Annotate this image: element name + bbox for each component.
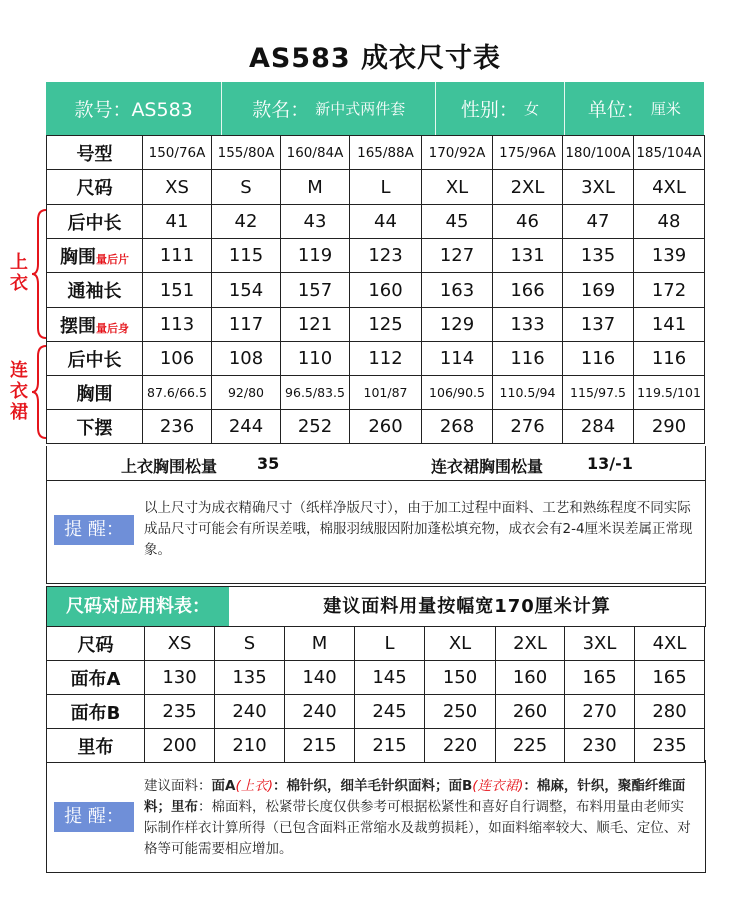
row-label: 后中长	[47, 205, 143, 239]
table-cell: 101/87	[350, 376, 422, 410]
table-cell: 112	[350, 342, 422, 376]
table-cell: 106	[143, 342, 212, 376]
table-cell: 175/96A	[493, 136, 563, 170]
table-cell: 44	[350, 205, 422, 239]
table-cell: 236	[143, 410, 212, 444]
table-cell: 160/84A	[281, 136, 350, 170]
table-cell: 3XL	[565, 627, 635, 661]
table-cell: 252	[281, 410, 350, 444]
table-cell: 139	[634, 239, 705, 273]
page-title: AS583 成衣尺寸表	[248, 43, 502, 74]
ease-summary	[46, 446, 706, 481]
table-cell: 180/100A	[563, 136, 634, 170]
table-cell: 215	[285, 729, 355, 763]
table-cell: 121	[281, 308, 350, 342]
table-cell: 123	[350, 239, 422, 273]
table-cell: 150/76A	[143, 136, 212, 170]
table-cell: 140	[285, 661, 355, 695]
table-cell: 166	[493, 273, 563, 308]
table-cell: 260	[496, 695, 565, 729]
table-cell: 141	[634, 308, 705, 342]
table-cell: 48	[634, 205, 705, 239]
table-cell: 3XL	[563, 170, 634, 205]
row-label: 尺码	[47, 170, 143, 205]
gender: 性别： 女	[436, 82, 564, 135]
row-label: 面布A	[47, 661, 145, 695]
row-label: 胸围量后片	[47, 239, 143, 273]
table-cell: 169	[563, 273, 634, 308]
table-cell: 260	[350, 410, 422, 444]
measure-row	[47, 308, 705, 342]
table-cell: 163	[422, 273, 493, 308]
table-cell: 170/92A	[422, 136, 493, 170]
table-cell: XS	[145, 627, 215, 661]
table-cell: 160	[350, 273, 422, 308]
table-cell: 225	[496, 729, 565, 763]
table-cell: S	[215, 627, 285, 661]
table-cell: 230	[565, 729, 635, 763]
table-cell: 116	[634, 342, 705, 376]
table-cell: 151	[143, 273, 212, 308]
table-cell: 235	[635, 729, 705, 763]
table-cell: 108	[212, 342, 281, 376]
table-cell: 2XL	[496, 627, 565, 661]
row-label: 胸围	[47, 376, 143, 410]
table-cell: 145	[355, 661, 425, 695]
notice-badge: 提 醒：	[54, 515, 134, 545]
fabric-header	[46, 586, 706, 627]
table-cell: 4XL	[635, 627, 705, 661]
table-cell: 116	[493, 342, 563, 376]
measure-row	[47, 273, 705, 308]
dress-ease-value: 13/-1	[587, 454, 633, 473]
table-cell: 117	[212, 308, 281, 342]
row-label: 面布B	[47, 695, 145, 729]
table-cell: L	[350, 170, 422, 205]
table-cell: 2XL	[493, 170, 563, 205]
table-cell: 110.5/94	[493, 376, 563, 410]
fabric-table	[46, 626, 705, 763]
table-cell: 47	[563, 205, 634, 239]
table-cell: 276	[493, 410, 563, 444]
table-cell: 114	[422, 342, 493, 376]
measure-row	[47, 239, 705, 273]
table-cell: 127	[422, 239, 493, 273]
table-cell: 160	[496, 661, 565, 695]
table-cell: 240	[285, 695, 355, 729]
table-cell: 154	[212, 273, 281, 308]
table-cell: 116	[563, 342, 634, 376]
fabric-section-label: 尺码对应用料表：	[47, 587, 229, 627]
table-cell: 106/90.5	[422, 376, 493, 410]
unit: 单位： 厘米	[587, 99, 681, 121]
measure-row	[47, 205, 705, 239]
fabric-notice-text: 建议面料：面A(上衣)：棉针织，细羊毛针织面料；面B(连衣裙)：棉麻，针织，聚酯纤维面料；里布：棉面料，松紧带长度仅供参考可根据松紧性和喜好自行调整，布料用量由老师实际制作样衣计算所得（已包含面料正常缩水及裁剪损耗），如面料缩率较大、顺毛、定位、对格等可能需要相应增加。	[144, 778, 691, 857]
top-group-brace	[30, 206, 50, 342]
table-cell: 165	[635, 661, 705, 695]
table-cell: 268	[422, 410, 493, 444]
top-ease-value: 35	[257, 454, 280, 473]
table-cell: 87.6/66.5	[143, 376, 212, 410]
model-row	[47, 136, 705, 170]
notice-box-1	[46, 480, 706, 584]
dress-group-brace	[30, 342, 50, 442]
table-cell: 135	[563, 239, 634, 273]
measure-row	[47, 376, 705, 410]
measure-row	[47, 410, 705, 444]
table-cell: 245	[355, 695, 425, 729]
dress-group-label: 连衣裙	[10, 360, 28, 423]
table-cell: M	[285, 627, 355, 661]
table-cell: 110	[281, 342, 350, 376]
table-cell: 250	[425, 695, 496, 729]
row-label: 通袖长	[47, 273, 143, 308]
row-label: 里布	[47, 729, 145, 763]
table-cell: 111	[143, 239, 212, 273]
row-label: 后中长	[47, 342, 143, 376]
table-cell: 92/80	[212, 376, 281, 410]
table-cell: 119.5/101	[634, 376, 705, 410]
size-table	[46, 135, 705, 444]
table-cell: 41	[143, 205, 212, 239]
fabric-row	[47, 661, 705, 695]
table-cell: XL	[425, 627, 496, 661]
fabric-row	[47, 695, 705, 729]
table-cell: 137	[563, 308, 634, 342]
table-cell: 96.5/83.5	[281, 376, 350, 410]
table-cell: 135	[215, 661, 285, 695]
row-label: 号型	[47, 136, 143, 170]
table-cell: 42	[212, 205, 281, 239]
table-cell: 150	[425, 661, 496, 695]
style-name: 款名： 新中式两件套	[222, 82, 436, 135]
table-cell: 270	[565, 695, 635, 729]
row-label: 下摆	[47, 410, 143, 444]
table-cell: 4XL	[634, 170, 705, 205]
table-cell: 46	[493, 205, 563, 239]
table-cell: 125	[350, 308, 422, 342]
table-cell: 45	[422, 205, 493, 239]
row-label: 摆围量后身	[47, 308, 143, 342]
notice-badge-2: 提 醒：	[54, 802, 134, 832]
fabric-size-row	[47, 627, 705, 661]
style-number: 款号：AS583	[46, 82, 222, 135]
dress-ease-label: 连衣裙胸围松量	[431, 457, 544, 476]
row-label: 尺码	[47, 627, 145, 661]
table-cell: 284	[563, 410, 634, 444]
table-cell: 215	[355, 729, 425, 763]
table-cell: 43	[281, 205, 350, 239]
table-cell: XL	[422, 170, 493, 205]
table-cell: 133	[493, 308, 563, 342]
table-cell: 113	[143, 308, 212, 342]
table-cell: 165	[565, 661, 635, 695]
table-cell: L	[355, 627, 425, 661]
table-cell: 165/88A	[350, 136, 422, 170]
fabric-row	[47, 729, 705, 763]
table-cell: 172	[634, 273, 705, 308]
table-cell: 115	[212, 239, 281, 273]
table-cell: 130	[145, 661, 215, 695]
notice-box-2	[46, 760, 706, 873]
table-cell: 129	[422, 308, 493, 342]
table-cell: 200	[145, 729, 215, 763]
table-cell: 119	[281, 239, 350, 273]
table-cell: XS	[143, 170, 212, 205]
top-group-label: 上衣	[10, 252, 28, 294]
table-cell: 210	[215, 729, 285, 763]
table-cell: S	[212, 170, 281, 205]
table-cell: M	[281, 170, 350, 205]
table-cell: 157	[281, 273, 350, 308]
size-row	[47, 170, 705, 205]
table-cell: 220	[425, 729, 496, 763]
table-cell: 240	[215, 695, 285, 729]
table-cell: 235	[145, 695, 215, 729]
table-cell: 290	[634, 410, 705, 444]
notice-text: 以上尺寸为成衣精确尺寸（纸样净版尺寸），由于加工过程中面料、工艺和熟练程度不同实际成品尺寸可能会有所误差哦，棉服羽绒服因附加蓬松填充物，成衣会有2-4厘米误差属正常现象。	[144, 500, 693, 558]
product-info-bar	[46, 82, 704, 135]
table-cell: 115/97.5	[563, 376, 634, 410]
fabric-section-title: 建议面料用量按幅宽170厘米计算	[323, 596, 611, 617]
top-ease-label: 上衣胸围松量	[121, 457, 218, 476]
table-cell: 244	[212, 410, 281, 444]
table-cell: 131	[493, 239, 563, 273]
measure-row	[47, 342, 705, 376]
table-cell: 280	[635, 695, 705, 729]
table-cell: 155/80A	[212, 136, 281, 170]
table-cell: 185/104A	[634, 136, 705, 170]
